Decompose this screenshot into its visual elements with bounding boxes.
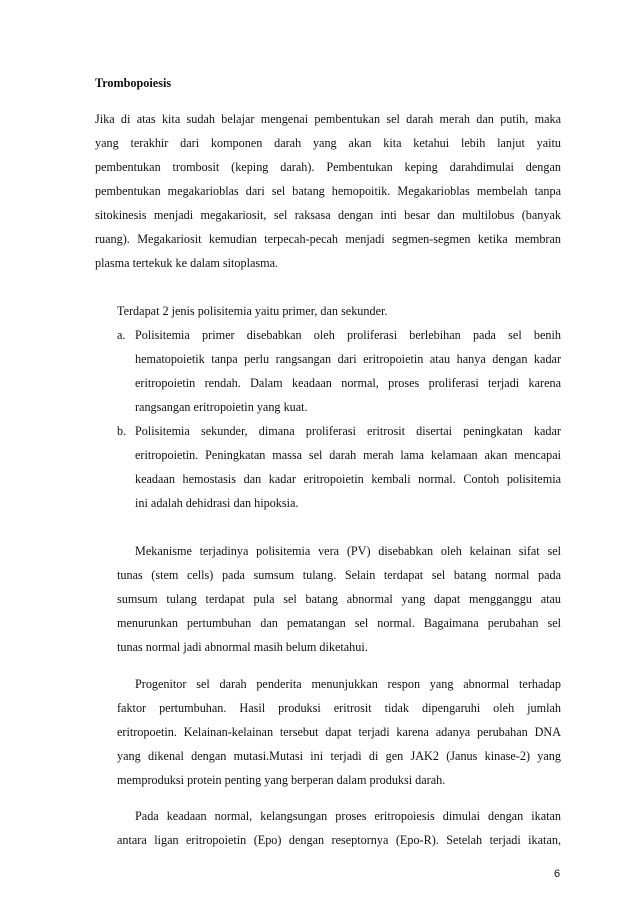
list-item-b-line: keadaan hemostasis dan kadar eritropoietin kembali normal. Contoh polisitemia	[135, 472, 561, 486]
paragraph-4-line: antara ligan eritropoietin (Epo) dengan reseptornya (Epo-R). Setelah terjadi ikatan,	[117, 833, 561, 847]
paragraph-3-line: yang dikenal dengan mutasi.Mutasi ini terjadi di gen JAK2 (Janus kinase-2) yang	[117, 749, 561, 763]
paragraph-2-line: menurunkan pertumbuhan dan pematangan sel normal. Bagaimana perubahan sel	[117, 616, 561, 630]
paragraph-1-line: pembentukan megakarioblas dari sel batang hemopoitik. Megakarioblas membelah tanpa	[95, 184, 561, 198]
paragraph-3-line: memproduksi protein penting yang berperan dalam produksi darah.	[117, 773, 446, 787]
list-item-b-line: eritropoietin. Peningkatan massa sel darah merah lama kelamaan akan mencapai	[135, 448, 561, 462]
paragraph-4-line: Pada keadaan normal, kelangsungan proses eritropoiesis dimulai dengan ikatan	[135, 809, 561, 823]
paragraph-1-line: ruang). Megakariosit kemudian terpecah-pecah menjadi segmen-segmen ketika membran	[95, 232, 561, 246]
list-item-a-line: eritropoietin rendah. Dalam keadaan normal, proses proliferasi terjadi karena	[135, 376, 561, 390]
paragraph-2-line: tunas normal jadi abnormal masih belum diketahui.	[117, 640, 368, 654]
list-item-b-line: ini adalah dehidrasi dan hipoksia.	[135, 496, 299, 510]
paragraph-2-line: Mekanisme terjadinya polisitemia vera (PV) disebabkan oleh kelainan sifat sel	[135, 544, 561, 558]
list-marker-b: b.	[117, 424, 127, 438]
section-heading: Trombopoiesis	[95, 76, 172, 90]
list-item-a-line: hematopoietik tanpa perlu rangsangan dari eritropoietin atau hanya dengan kadar	[135, 352, 561, 366]
paragraph-1-line: pembentukan trombosit (keping darah). Pembentukan keping darahdimulai dengan	[95, 160, 561, 174]
list-intro: Terdapat 2 jenis polisitemia yaitu primer, dan sekunder.	[117, 304, 388, 318]
page-number: 6	[554, 868, 561, 880]
paragraph-3-line: faktor pertumbuhan. Hasil produksi eritrosit tidak dipengaruhi oleh jumlah	[117, 701, 561, 715]
list-item-a-line: rangsangan eritropoietin yang kuat.	[135, 400, 308, 414]
paragraph-1-line: plasma tertekuk ke dalam sitoplasma.	[95, 256, 279, 270]
paragraph-2-line: tunas (stem cells) pada sumsum tulang. Selain terdapat sel batang normal pada	[117, 568, 561, 582]
paragraph-3-line: Progenitor sel darah penderita menunjukkan respon yang abnormal terhadap	[135, 677, 561, 691]
paragraph-2-line: sumsum tulang terdapat pula sel batang abnormal yang dapat mengganggu atau	[117, 592, 561, 606]
paragraph-1-line: Jika di atas kita sudah belajar mengenai pembentukan sel darah merah dan putih, maka	[95, 112, 561, 126]
list-item-b-line: Polisitemia sekunder, dimana proliferasi eritrosit disertai peningkatan kadar	[135, 424, 561, 438]
paragraph-1-line: yang terakhir dari komponen darah yang akan kita ketahui lebih lanjut yaitu	[95, 136, 561, 150]
list-item-a-line: Polisitemia primer disebabkan oleh proliferasi berlebihan pada sel benih	[135, 328, 561, 342]
list-marker-a: a.	[117, 328, 126, 342]
paragraph-3-line: eritropoetin. Kelainan-kelainan tersebut dapat terjadi karena adanya perubahan DNA	[117, 725, 561, 739]
paragraph-1-line: sitokinesis menjadi megakariosit, sel raksasa dengan inti besar dan multilobus (banyak	[95, 208, 561, 222]
